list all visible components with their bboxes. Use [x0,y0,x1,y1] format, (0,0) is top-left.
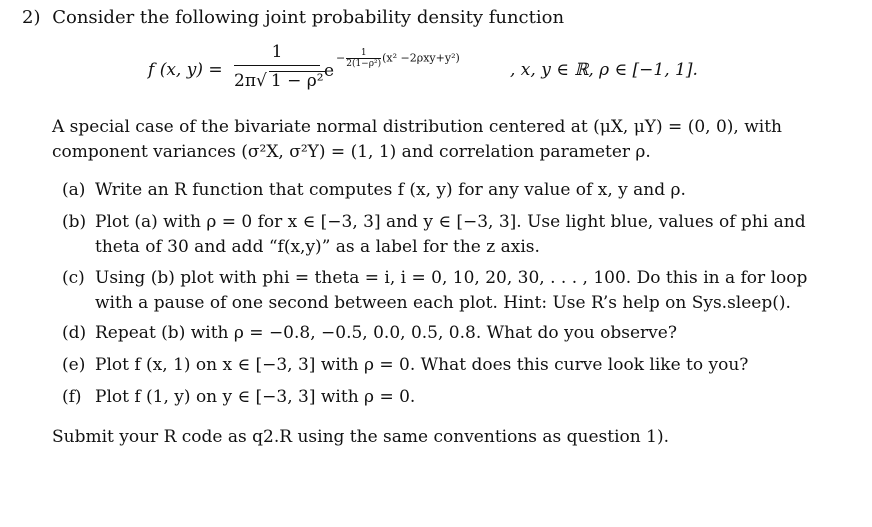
intro-paragraph: A special case of the bivariate normal distribution centered at (μX, μY) = (0, 0), with component variances (σ²X, σ²Y) = (1, 1) and correlation parameter ρ. [52,117,782,162]
equation-domain: , x, y ∈ ℝ, ρ ∈ [−1, 1]. [510,60,698,80]
equation-lhs: f (x, y) = [148,60,223,80]
subquestion-label: (b) [62,212,87,232]
sqrt-symbol: √ [256,71,267,91]
subquestion-label: (c) [62,268,85,288]
fraction-numerator: 1 [271,42,283,62]
exponent-minus: − [336,51,346,65]
exponent-fraction-den: 2(1−ρ²) [346,59,382,69]
exponential-base: e [324,61,335,81]
subquestion-text: Plot f (x, 1) on x ∈ [−3, 3] with ρ = 0. What does this curve look like to you? [95,355,749,375]
exponent-fraction-num: 1 [360,48,367,58]
fraction-denominator [234,70,324,92]
question-heading [22,6,564,30]
subquestion-text: Plot (a) with ρ = 0 for x ∈ [−3, 3] and y ∈ [−3, 3]. Use light blue, values of phi and theta of 30 and add “f(x,y)” as a label for the z axis. [95,212,806,257]
question-number: 2) [22,7,41,28]
denominator-prefix: 2π [234,71,256,91]
fraction-bar [234,65,320,66]
subquestion-label: (e) [62,355,86,375]
exponent-fraction [346,48,381,69]
equation-fraction [234,42,324,92]
submission-instructions: Submit your R code as q2.R using the same conventions as question 1). [52,427,669,447]
subquestion-text: Write an R function that computes f (x, y) for any value of x, y and ρ. [95,180,686,200]
exponent-body: (x² −2ρxy+y²) [382,51,460,65]
subquestion-text: Using (b) plot with phi = theta = i, i = 0, 10, 20, 30, . . . , 100. Do this in a for loop with a pause of one second between each plot. Hint: Use R’s help on Sys.sleep(). [95,268,808,313]
subquestion-label: (f) [62,387,82,407]
subquestion-text: Plot f (1, y) on y ∈ [−3, 3] with ρ = 0. [95,387,416,407]
sqrt-radicand: 1 − ρ² [270,71,324,91]
subquestion-label: (d) [62,323,87,343]
subquestion-label: (a) [62,180,86,200]
subquestion-text: Repeat (b) with ρ = −0.8, −0.5, 0.0, 0.5, 0.8. What do you observe? [95,323,677,343]
exponent [336,48,460,69]
question-title: Consider the following joint probability density function [52,7,565,28]
